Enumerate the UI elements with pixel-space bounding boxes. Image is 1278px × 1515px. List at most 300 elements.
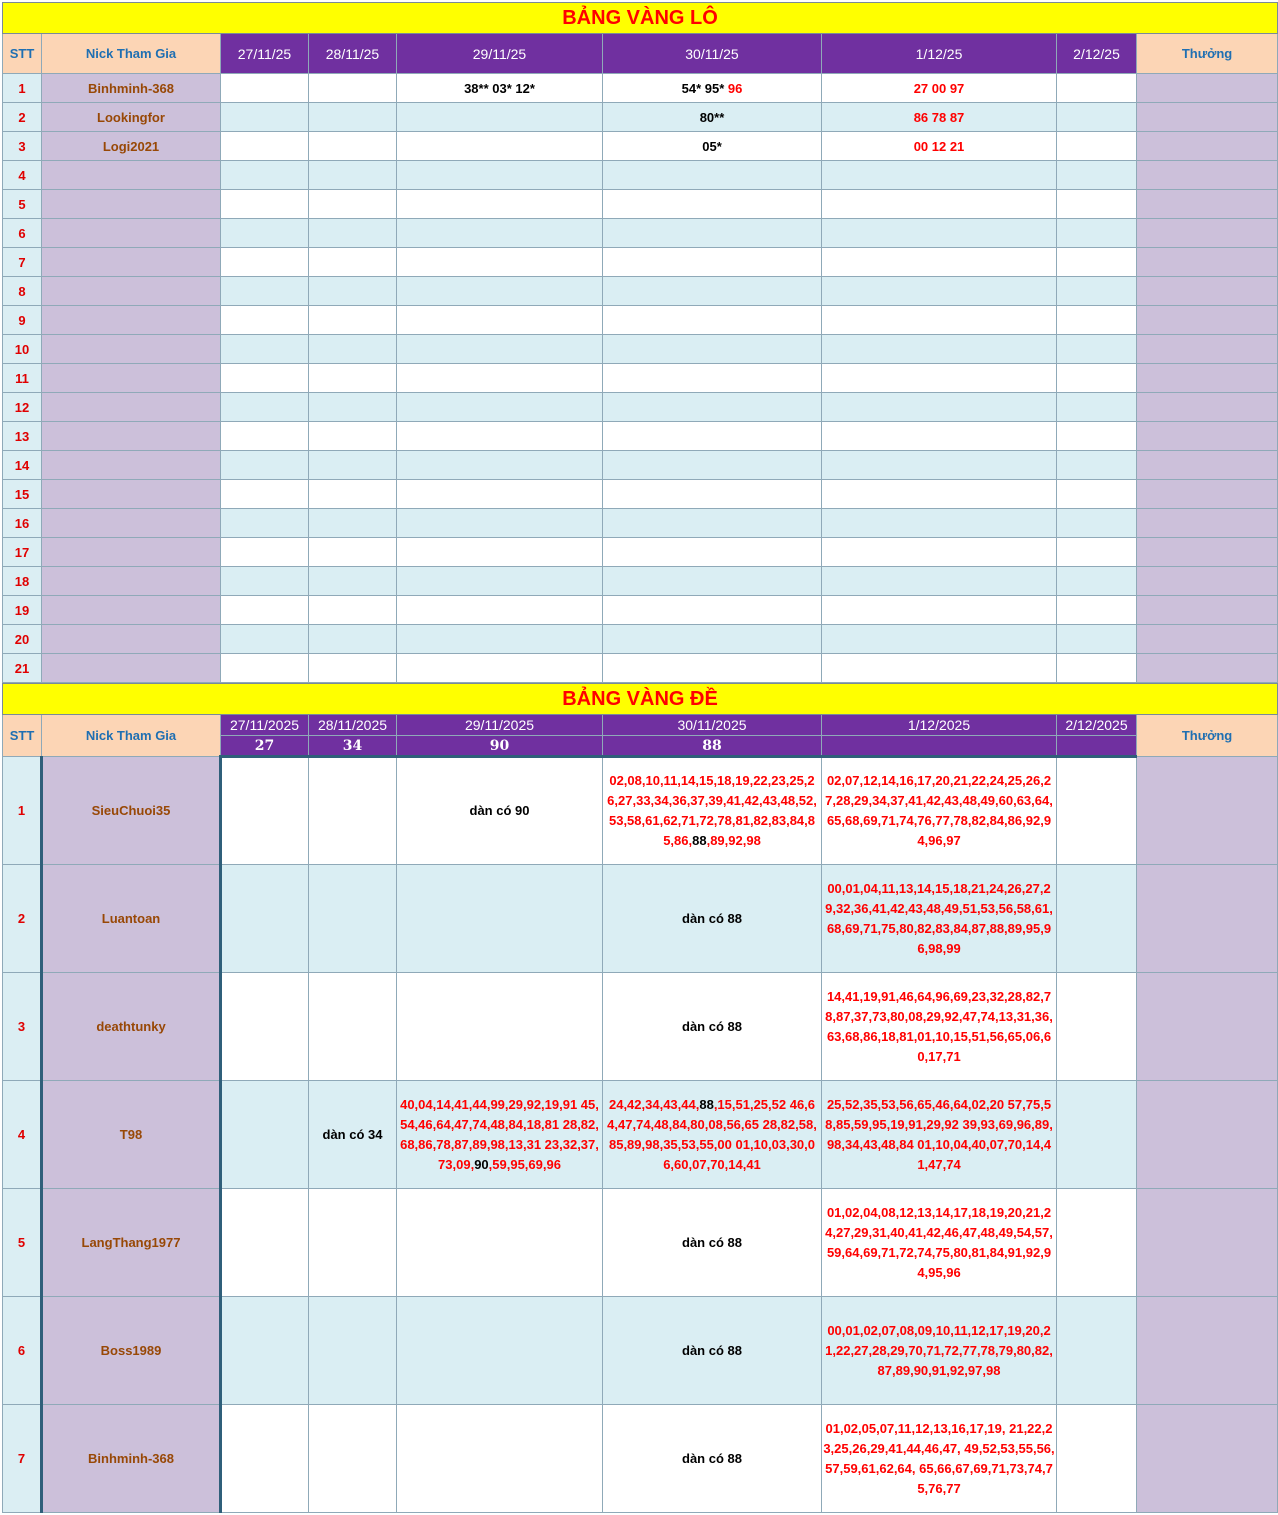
de-cell-30-text: 88 <box>699 1096 714 1112</box>
de-nick-cell: LangThang1977 <box>42 1189 221 1297</box>
de-cell-30 <box>603 973 822 1081</box>
lo-header-date: 30/11/25 <box>603 34 822 74</box>
lo-nick-cell <box>42 364 221 393</box>
lo-table-row <box>3 480 1278 509</box>
lo-cell-28 <box>309 567 397 596</box>
lo-cell-30 <box>603 567 822 596</box>
de-cell-27 <box>221 973 309 1081</box>
lo-stt-cell: 1 <box>3 74 42 103</box>
de-table-row <box>3 1081 1278 1189</box>
lo-cell-29 <box>397 596 603 625</box>
lo-cell-28 <box>309 422 397 451</box>
de-header-date: 27/11/2025 <box>221 715 309 736</box>
lo-cell-30 <box>603 451 822 480</box>
lo-table-row <box>3 306 1278 335</box>
lo-cell-28 <box>309 364 397 393</box>
lo-cell-30 <box>603 132 822 161</box>
de-header-thuong: Thưởng <box>1137 715 1278 757</box>
de-cell-28 <box>309 1405 397 1513</box>
de-stt-cell: 3 <box>3 973 42 1081</box>
de-title: BẢNG VÀNG ĐỀ <box>3 684 1278 715</box>
lo-cell-27 <box>221 103 309 132</box>
lo-nick-cell <box>42 161 221 190</box>
lo-cell-28 <box>309 74 397 103</box>
de-nick-cell: SieuChuoi35 <box>42 757 221 865</box>
lo-stt-cell: 10 <box>3 335 42 364</box>
lo-table-row <box>3 161 1278 190</box>
lo-stt-cell: 17 <box>3 538 42 567</box>
lo-cell-29 <box>397 335 603 364</box>
de-cell-30-text: dàn có 88 <box>682 1342 742 1358</box>
lo-cell-30 <box>603 219 822 248</box>
de-cell-28 <box>309 865 397 973</box>
lo-thuong-cell <box>1137 364 1278 393</box>
lo-cell-29 <box>397 393 603 422</box>
lo-cell-28 <box>309 393 397 422</box>
lo-table-row <box>3 103 1278 132</box>
de-header-nick: Nick Tham Gia <box>42 715 221 757</box>
de-cell-30-text: dàn có 88 <box>682 1234 742 1250</box>
de-cell-30-text: 24,42,34,43,44, <box>608 1096 700 1112</box>
lo-stt-cell: 19 <box>3 596 42 625</box>
lo-cell-2-12 <box>1057 422 1137 451</box>
lo-cell-28 <box>309 538 397 567</box>
lo-cell-30 <box>603 480 822 509</box>
lo-table-row <box>3 654 1278 683</box>
de-cell-28-text: dàn có 34 <box>322 1126 383 1142</box>
de-result <box>822 736 1057 757</box>
lo-stt-cell: 15 <box>3 480 42 509</box>
de-cell-29-text: 90 <box>474 1156 489 1172</box>
de-cell-28 <box>309 757 397 865</box>
lo-cell-28 <box>309 103 397 132</box>
lo-cell-30 <box>603 654 822 683</box>
de-cell-27 <box>221 1405 309 1513</box>
lo-nick-cell <box>42 422 221 451</box>
lo-stt-cell: 2 <box>3 103 42 132</box>
de-table <box>2 683 1278 1513</box>
lo-cell-30 <box>603 393 822 422</box>
lo-cell-27 <box>221 393 309 422</box>
lo-nick-cell: Logi2021 <box>42 132 221 161</box>
lo-cell-2-12 <box>1057 306 1137 335</box>
lo-nick-cell <box>42 480 221 509</box>
lo-cell-2-12 <box>1057 103 1137 132</box>
lo-cell-2-12 <box>1057 393 1137 422</box>
lo-table-row <box>3 625 1278 654</box>
lo-cell-1-12: 27 00 97 <box>822 74 1057 103</box>
lo-nick-cell <box>42 625 221 654</box>
lo-thuong-cell <box>1137 538 1278 567</box>
de-cell-27 <box>221 1189 309 1297</box>
lo-nick-cell <box>42 277 221 306</box>
lo-cell-27 <box>221 422 309 451</box>
lo-cell-27 <box>221 654 309 683</box>
de-cell-27 <box>221 757 309 865</box>
lo-nick-cell <box>42 654 221 683</box>
de-cell-29 <box>397 1297 603 1405</box>
lo-cell-30 <box>603 335 822 364</box>
lo-table-row <box>3 393 1278 422</box>
lo-cell-27 <box>221 451 309 480</box>
de-result <box>1057 736 1137 757</box>
lo-cell-29 <box>397 422 603 451</box>
de-stt-cell: 1 <box>3 757 42 865</box>
lo-cell-1-12 <box>822 335 1057 364</box>
lo-cell-1-12 <box>822 480 1057 509</box>
lo-thuong-cell <box>1137 306 1278 335</box>
lo-header-date: 28/11/25 <box>309 34 397 74</box>
lo-cell-28 <box>309 625 397 654</box>
lo-cell-29 <box>397 190 603 219</box>
lo-cell-2-12 <box>1057 480 1137 509</box>
de-cell-29 <box>397 973 603 1081</box>
lo-nick-cell <box>42 306 221 335</box>
lo-table-row <box>3 190 1278 219</box>
lo-cell-27 <box>221 161 309 190</box>
lo-nick-cell <box>42 190 221 219</box>
lo-cell-29 <box>397 161 603 190</box>
de-result: 27 <box>221 736 309 757</box>
lo-cell-29 <box>397 625 603 654</box>
de-cell-30 <box>603 1081 822 1189</box>
lo-stt-cell: 7 <box>3 248 42 277</box>
lo-cell-30 <box>603 103 822 132</box>
lo-stt-cell: 13 <box>3 422 42 451</box>
lo-header-date: 29/11/25 <box>397 34 603 74</box>
lo-cell-1-12: 86 78 87 <box>822 103 1057 132</box>
de-cell-30-text: dàn có 88 <box>682 910 742 926</box>
lo-thuong-cell <box>1137 132 1278 161</box>
lo-cell-28 <box>309 132 397 161</box>
de-result: 88 <box>603 736 822 757</box>
de-header-stt: STT <box>3 715 42 757</box>
lo-cell-28 <box>309 451 397 480</box>
lo-cell-1-12 <box>822 161 1057 190</box>
de-header-date: 28/11/2025 <box>309 715 397 736</box>
lo-nick-cell <box>42 509 221 538</box>
lo-cell-1-12 <box>822 422 1057 451</box>
lo-cell-1-12 <box>822 306 1057 335</box>
lo-stt-cell: 11 <box>3 364 42 393</box>
lo-header-date: 1/12/25 <box>822 34 1057 74</box>
lo-cell-28 <box>309 596 397 625</box>
lo-cell-30-black: 54* 95* <box>681 80 728 96</box>
lo-table-row <box>3 364 1278 393</box>
lo-header-nick: Nick Tham Gia <box>42 34 221 74</box>
lo-stt-cell: 8 <box>3 277 42 306</box>
lo-cell-2-12 <box>1057 161 1137 190</box>
lo-cell-30 <box>603 364 822 393</box>
de-header-date: 29/11/2025 <box>397 715 603 736</box>
lo-cell-28 <box>309 277 397 306</box>
lo-nick-cell: Lookingfor <box>42 103 221 132</box>
de-cell-30-text: dàn có 88 <box>682 1450 742 1466</box>
de-header-date: 2/12/2025 <box>1057 715 1137 736</box>
de-thuong-cell <box>1137 1189 1278 1297</box>
lo-cell-29 <box>397 364 603 393</box>
de-cell-1-12 <box>822 973 1057 1081</box>
lo-cell-2-12 <box>1057 567 1137 596</box>
lo-cell-30 <box>603 190 822 219</box>
de-cell-30 <box>603 757 822 865</box>
lo-cell-2-12 <box>1057 277 1137 306</box>
de-cell-1-12-text: 14,41,19,91,46,64,96,69,23,32,28,82,78,87,37,73,80,08,29,92,47,74,13,31,36,63,68,86,18,81,01,10,15,51,56,65,06,60,17,71 <box>825 988 1053 1064</box>
lo-cell-1-12 <box>822 567 1057 596</box>
de-cell-30-text: dàn có 88 <box>682 1018 742 1034</box>
lo-cell-27 <box>221 74 309 103</box>
lo-nick-cell <box>42 248 221 277</box>
lo-cell-30-black: 05* <box>702 138 722 154</box>
lo-cell-29 <box>397 103 603 132</box>
de-cell-27 <box>221 865 309 973</box>
lo-title: BẢNG VÀNG LÔ <box>3 3 1278 34</box>
lo-thuong-cell <box>1137 393 1278 422</box>
lo-cell-30 <box>603 625 822 654</box>
lo-table-row <box>3 567 1278 596</box>
de-cell-1-12-text: 00,01,02,07,08,09,10,11,12,17,19,20,21,22,27,28,29,70,71,72,77,78,79,80,82,87,89,90,91,92,97,98 <box>825 1322 1053 1378</box>
de-table-row <box>3 973 1278 1081</box>
lo-thuong-cell <box>1137 654 1278 683</box>
lo-table-row <box>3 422 1278 451</box>
lo-cell-28 <box>309 654 397 683</box>
lo-header-thuong: Thưởng <box>1137 34 1278 74</box>
de-table-row <box>3 1405 1278 1513</box>
de-nick-cell: deathtunky <box>42 973 221 1081</box>
lo-table-row <box>3 132 1278 161</box>
de-thuong-cell <box>1137 757 1278 865</box>
lo-stt-cell: 21 <box>3 654 42 683</box>
lo-cell-2-12 <box>1057 654 1137 683</box>
de-cell-29 <box>397 1189 603 1297</box>
de-result: 90 <box>397 736 603 757</box>
lo-cell-2-12 <box>1057 190 1137 219</box>
lo-cell-28 <box>309 306 397 335</box>
lo-table-row <box>3 74 1278 103</box>
lo-cell-29 <box>397 306 603 335</box>
lo-table-row <box>3 596 1278 625</box>
lo-nick-cell <box>42 219 221 248</box>
de-cell-29-text: ,59,95,69,96 <box>488 1156 561 1172</box>
lo-cell-1-12 <box>822 393 1057 422</box>
lo-cell-29 <box>397 480 603 509</box>
de-cell-2-12 <box>1057 1405 1137 1513</box>
de-table-row <box>3 1189 1278 1297</box>
lo-thuong-cell <box>1137 161 1278 190</box>
lo-nick-cell <box>42 538 221 567</box>
lo-cell-27 <box>221 625 309 654</box>
lo-stt-cell: 5 <box>3 190 42 219</box>
lo-thuong-cell <box>1137 248 1278 277</box>
lo-cell-27 <box>221 277 309 306</box>
lo-cell-2-12 <box>1057 248 1137 277</box>
lo-stt-cell: 18 <box>3 567 42 596</box>
de-cell-29 <box>397 1081 603 1189</box>
lo-cell-29 <box>397 248 603 277</box>
lo-cell-27 <box>221 538 309 567</box>
de-thuong-cell <box>1137 865 1278 973</box>
lo-cell-29 <box>397 654 603 683</box>
de-cell-1-12-text: 01,02,05,07,11,12,13,16,17,19, 21,22,23,25,26,29,41,44,46,47, 49,52,53,55,56,57,59,61,62,64, 65,66,67,69,71,73,74,75,76,77 <box>823 1420 1055 1496</box>
lo-table-row <box>3 248 1278 277</box>
lo-cell-1-12 <box>822 451 1057 480</box>
de-cell-1-12 <box>822 1297 1057 1405</box>
lo-stt-cell: 4 <box>3 161 42 190</box>
lo-cell-28 <box>309 248 397 277</box>
lo-cell-30 <box>603 422 822 451</box>
lo-cell-27 <box>221 335 309 364</box>
lo-cell-28 <box>309 219 397 248</box>
lo-cell-27 <box>221 219 309 248</box>
de-cell-29 <box>397 865 603 973</box>
lo-nick-cell <box>42 393 221 422</box>
lo-thuong-cell <box>1137 219 1278 248</box>
lo-cell-30 <box>603 306 822 335</box>
de-cell-1-12-text: 02,07,12,14,16,17,20,21,22,24,25,26,27,28,29,34,37,41,42,43,48,49,60,63,64,65,68,69,71,74,76,77,78,82,84,86,92,94,96,97 <box>825 773 1053 848</box>
de-cell-1-12-text: 25,52,35,53,56,65,46,64,02,20 57,75,58,85,59,95,19,91,29,92 39,93,69,96,89,98,34,43,48,84 01,10,04,40,07,70,14,41,47,74 <box>825 1096 1053 1172</box>
lo-cell-27 <box>221 306 309 335</box>
de-cell-30 <box>603 865 822 973</box>
lo-thuong-cell <box>1137 509 1278 538</box>
lo-stt-cell: 12 <box>3 393 42 422</box>
lo-cell-27 <box>221 132 309 161</box>
de-cell-2-12 <box>1057 1189 1137 1297</box>
de-cell-30-text: ,89,92,98 <box>706 833 761 848</box>
lo-cell-1-12 <box>822 248 1057 277</box>
de-result: 34 <box>309 736 397 757</box>
lo-thuong-cell <box>1137 451 1278 480</box>
lo-thuong-cell <box>1137 190 1278 219</box>
lo-cell-29: 38** 03* 12* <box>397 74 603 103</box>
lo-cell-27 <box>221 248 309 277</box>
lo-cell-30 <box>603 538 822 567</box>
lo-cell-30 <box>603 161 822 190</box>
lo-cell-28 <box>309 509 397 538</box>
lo-cell-27 <box>221 480 309 509</box>
lo-nick-cell <box>42 596 221 625</box>
lo-cell-1-12 <box>822 596 1057 625</box>
de-stt-cell: 2 <box>3 865 42 973</box>
lo-thuong-cell <box>1137 480 1278 509</box>
lo-stt-cell: 6 <box>3 219 42 248</box>
lo-table-row <box>3 277 1278 306</box>
lo-cell-30-red: 96 <box>727 80 743 96</box>
lo-cell-29 <box>397 219 603 248</box>
de-cell-1-12 <box>822 757 1057 865</box>
de-table-row <box>3 865 1278 973</box>
de-cell-30-text: 02,08,10,11,14,15,18,19,22,23,25,26,27,33,34,36,37,39,41,42,43,48,52,53,58,61,62,71,72,78,81,82,83,84,85,86, <box>607 773 817 848</box>
lo-thuong-cell <box>1137 277 1278 306</box>
de-table-row <box>3 757 1278 865</box>
lo-nick-cell <box>42 451 221 480</box>
lo-cell-1-12 <box>822 654 1057 683</box>
de-cell-1-12-text: 01,02,04,08,12,13,14,17,18,19,20,21,24,27,29,31,40,41,42,46,47,48,49,54,57,59,64,69,71,72,74,75,80,81,84,91,92,94,95,96 <box>825 1204 1053 1280</box>
de-cell-28 <box>309 1189 397 1297</box>
de-stt-cell: 6 <box>3 1297 42 1405</box>
lo-cell-29 <box>397 567 603 596</box>
de-table-row <box>3 1297 1278 1405</box>
lo-cell-29 <box>397 132 603 161</box>
lo-table-row <box>3 538 1278 567</box>
lo-cell-1-12: 00 12 21 <box>822 132 1057 161</box>
lo-cell-30-black: 80** <box>699 109 725 125</box>
de-nick-cell: Boss1989 <box>42 1297 221 1405</box>
lo-table-row <box>3 335 1278 364</box>
lo-cell-29 <box>397 277 603 306</box>
de-stt-cell: 5 <box>3 1189 42 1297</box>
de-cell-2-12 <box>1057 865 1137 973</box>
lo-cell-2-12 <box>1057 451 1137 480</box>
lo-table <box>2 2 1278 683</box>
lo-cell-1-12 <box>822 277 1057 306</box>
lo-cell-27 <box>221 509 309 538</box>
de-cell-29-text: dàn có 90 <box>469 803 530 818</box>
de-cell-1-12 <box>822 1405 1057 1513</box>
lo-cell-29 <box>397 451 603 480</box>
lo-cell-30 <box>603 277 822 306</box>
lo-cell-30 <box>603 509 822 538</box>
lo-cell-29 <box>397 538 603 567</box>
lo-cell-28 <box>309 161 397 190</box>
de-cell-30-text: ,15,51,25,52 46,64,47,74,48,84,80,08,56,65 28,82,58,85,89,98,35,53,55,00 01,10,03,30,06,60,07,70,14,41 <box>607 1096 817 1172</box>
de-nick-cell: Luantoan <box>42 865 221 973</box>
lo-thuong-cell <box>1137 74 1278 103</box>
lo-stt-cell: 3 <box>3 132 42 161</box>
lo-thuong-cell <box>1137 422 1278 451</box>
de-cell-2-12 <box>1057 1297 1137 1405</box>
lo-nick-cell <box>42 567 221 596</box>
lo-cell-2-12 <box>1057 364 1137 393</box>
de-cell-29 <box>397 1405 603 1513</box>
lo-cell-2-12 <box>1057 538 1137 567</box>
lo-cell-27 <box>221 190 309 219</box>
de-cell-27 <box>221 1297 309 1405</box>
de-header-date: 30/11/2025 <box>603 715 822 736</box>
lo-thuong-cell <box>1137 596 1278 625</box>
de-cell-30 <box>603 1405 822 1513</box>
de-cell-1-12 <box>822 1189 1057 1297</box>
lo-stt-cell: 14 <box>3 451 42 480</box>
lo-cell-2-12 <box>1057 219 1137 248</box>
lo-cell-27 <box>221 596 309 625</box>
lo-header-date: 2/12/25 <box>1057 34 1137 74</box>
de-cell-1-12-text: 00,01,04,11,13,14,15,18,21,24,26,27,29,32,36,41,42,43,48,49,51,53,56,58,61,68,69,71,75,80,82,83,84,87,88,89,95,96,98,99 <box>825 880 1053 956</box>
de-cell-2-12 <box>1057 757 1137 865</box>
lo-cell-30 <box>603 596 822 625</box>
de-cell-28 <box>309 1297 397 1405</box>
lo-cell-30 <box>603 248 822 277</box>
lo-cell-2-12 <box>1057 625 1137 654</box>
de-cell-29-text: 40,04,14,41,44,99,29,92,19,91 45,54,46,64,47,74,48,84,18,81 28,82,68,86,78,87,89,98,13,31 23,32,37,73,09, <box>400 1096 599 1172</box>
lo-cell-2-12 <box>1057 335 1137 364</box>
lo-table-row <box>3 219 1278 248</box>
lo-cell-1-12 <box>822 219 1057 248</box>
lo-cell-2-12 <box>1057 596 1137 625</box>
de-cell-28 <box>309 973 397 1081</box>
de-cell-1-12 <box>822 1081 1057 1189</box>
de-cell-30 <box>603 1297 822 1405</box>
de-stt-cell: 7 <box>3 1405 42 1513</box>
lo-nick-cell <box>42 335 221 364</box>
lo-cell-1-12 <box>822 538 1057 567</box>
de-cell-1-12 <box>822 865 1057 973</box>
lo-table-row <box>3 509 1278 538</box>
de-nick-cell: Binhminh-368 <box>42 1405 221 1513</box>
de-cell-28 <box>309 1081 397 1189</box>
lo-stt-cell: 9 <box>3 306 42 335</box>
de-cell-29 <box>397 757 603 865</box>
lo-cell-27 <box>221 567 309 596</box>
